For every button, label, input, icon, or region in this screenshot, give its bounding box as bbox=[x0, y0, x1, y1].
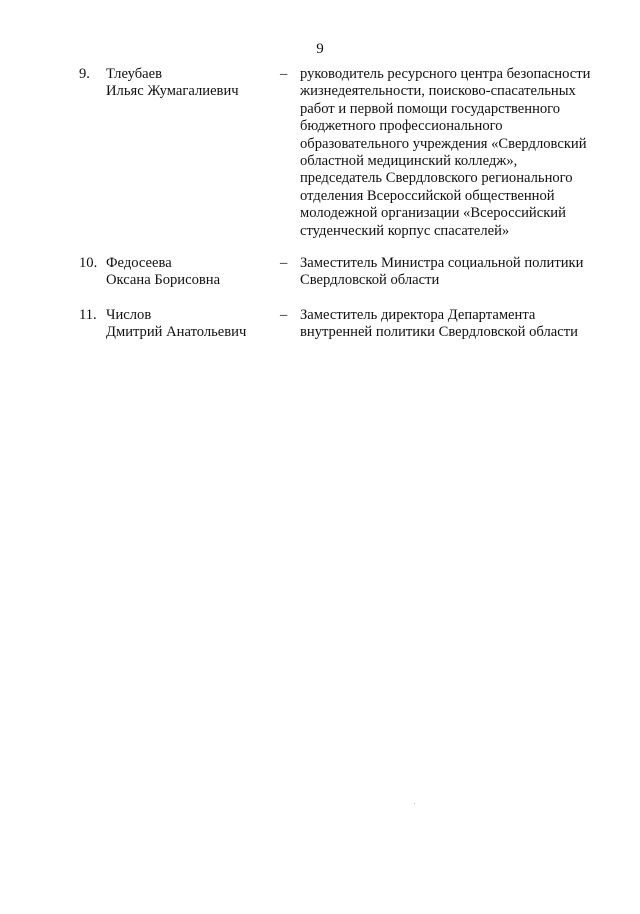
dash-separator: – bbox=[280, 255, 288, 271]
description-line: Свердловской области bbox=[300, 272, 440, 289]
description-line: работ и первой помощи государственного bbox=[300, 100, 561, 117]
description-line: Заместитель директора Департамента bbox=[300, 307, 536, 323]
person-name bbox=[106, 66, 239, 101]
page-number: 9 bbox=[316, 41, 324, 57]
position-description bbox=[300, 307, 600, 342]
person-surname: Числов bbox=[106, 307, 152, 323]
description-line: образовательного учреждения «Свердловский bbox=[300, 135, 587, 152]
person-given-name: Дмитрий Анатольевич bbox=[106, 324, 247, 341]
description-line: жизнедеятельности, поисково-спасательных bbox=[300, 83, 576, 100]
person-surname: Федосеева bbox=[106, 255, 172, 271]
position-description bbox=[300, 66, 600, 240]
description-line: студенческий корпус спасателей» bbox=[300, 222, 510, 239]
list-item-number: 9. bbox=[79, 66, 90, 82]
person-surname: Тлеубаев bbox=[106, 66, 162, 82]
description-line: бюджетного профессионального bbox=[300, 118, 503, 135]
person-given-name: Ильяс Жумагалиевич bbox=[106, 83, 239, 100]
person-given-name: Оксана Борисовна bbox=[106, 272, 221, 289]
dash-separator: – bbox=[280, 66, 288, 82]
description-line: Заместитель Министра социальной политики bbox=[300, 255, 584, 271]
position-description bbox=[300, 255, 600, 290]
description-line: руководитель ресурсного центра безопасности bbox=[300, 66, 591, 82]
dash-separator: – bbox=[280, 307, 288, 323]
person-name bbox=[106, 255, 220, 290]
description-line: председатель Свердловского регионального bbox=[300, 170, 573, 187]
description-line: областной медицинский колледж», bbox=[300, 153, 518, 170]
description-line: отделения Всероссийской общественной bbox=[300, 187, 555, 204]
description-line: молодежной организации «Всероссийский bbox=[300, 205, 566, 222]
list-item-number: 10. bbox=[79, 255, 98, 271]
person-name bbox=[106, 307, 246, 342]
scan-speck bbox=[414, 803, 415, 804]
list-item-number: 11. bbox=[79, 307, 97, 323]
description-line: внутренней политики Свердловской области bbox=[300, 324, 578, 341]
